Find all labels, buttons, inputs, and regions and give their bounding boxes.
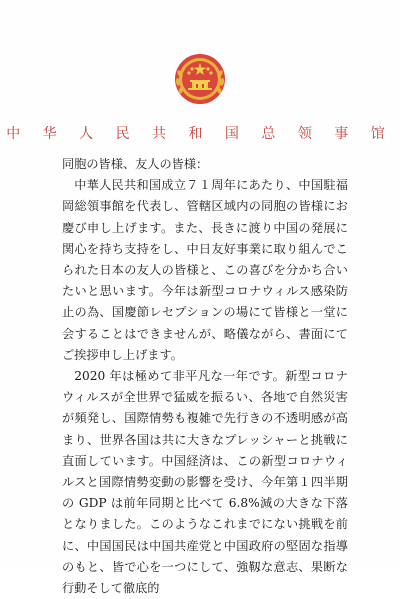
consulate-letterhead: 中 华 人 民 共 和 国 总 领 事 馆 (6, 126, 394, 142)
national-emblem-icon (172, 50, 228, 106)
letter-body (62, 154, 348, 599)
paragraph-2: 2020 年は極めて非平凡な一年です。新型コロナウィルスが全世界で猛威を振るい、各地で自然災害が頻発し、国際情勢も複雑で先行きの不透明感が高まり、世界各国は共に大きなプレッシャーと挑戦に直面しています。中国経済は、この新型コロナウィルスと国際情勢変動の影響を受け、今年第１四半期の GDP は前年同期と比べて 6.8%減の大きな下落となりました。このようなこれまでにない挑戦を前に、中国国民は中国共産党と中国政府の堅固な指導のもと、皆で心を一つにして、強靱な意志、果断な行動そして徹底的 (62, 369, 348, 596)
salutation: 同胞の皆様、友人の皆様： (62, 157, 209, 171)
paragraph-1: 中華人民共和国成立７１周年にあたり、中国駐福岡総領事館を代表し、管轄区域内の同胞の皆様にお慶び申し上げます。また、長きに渡り中国の発展に関心を持ち支持をし、中日友好事業に取り組んでこられた日本の友人の皆様と、この喜びを分かち合いたいと思います。今年は新型コロナウィルス感染防止の為、国慶節レセプションの場にて皆様と一堂に会することはできませんが、略儀ながら、書面にてご挨拶申し上げます。 (62, 178, 348, 362)
